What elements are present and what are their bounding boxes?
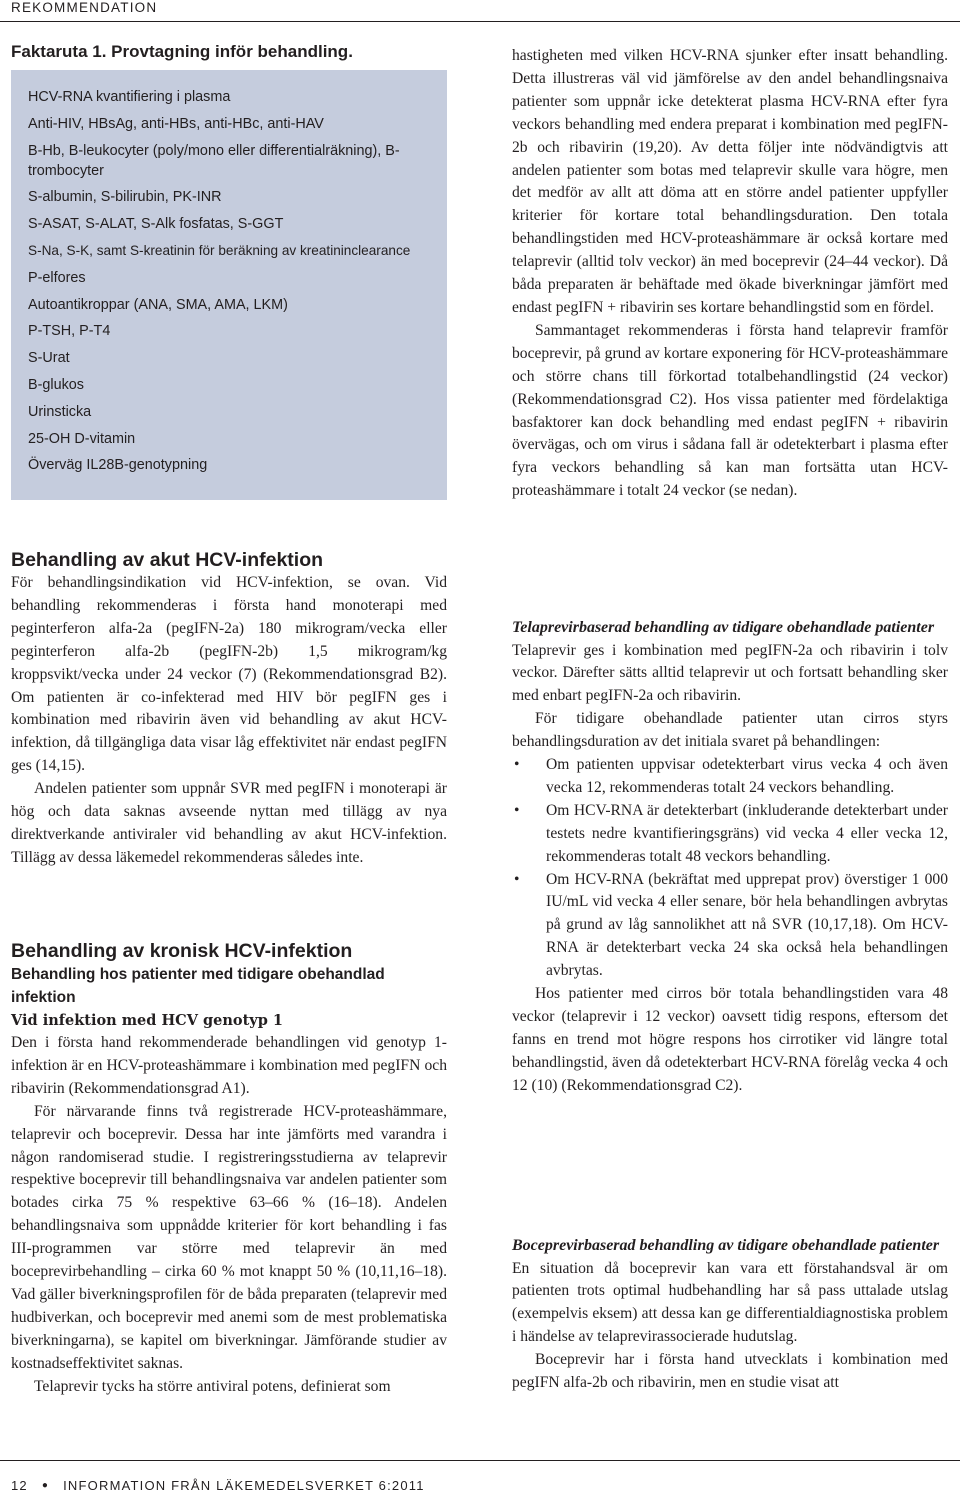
factbox-item: P-TSH, P-T4 xyxy=(28,323,111,340)
factbox-item: 25-OH D-vitamin xyxy=(28,430,136,447)
boceprevir-heading: Boceprevirbaserad behandling av tidigare obehandlade patienter xyxy=(512,1237,940,1254)
telaprevir-paragraph-1: Telaprevir ges i kombination med pegIFN-2a och ribavirin i tolv veckor. Därefter sätts alltid telaprevir ut och fortsatt behandling sker med enbart pegIFN-2a och ribavirin. xyxy=(512,641,948,705)
factbox-item: S-ASAT, S-ALAT, S-Alk fosfatas, S-GGT xyxy=(28,216,284,233)
genotype-heading: Vid infektion med HCV genotyp 1 xyxy=(11,1012,283,1029)
factbox xyxy=(11,70,447,500)
factbox-item: Autoantikroppar (ANA, SMA, AMA, LKM) xyxy=(28,296,288,313)
factbox-item: B-glukos xyxy=(28,376,84,393)
factbox-item: Anti-HIV, HBsAg, anti-HBs, anti-HBc, anti-HAV xyxy=(28,115,324,132)
bullet-item: • Om HCV-RNA (bekräftat med upprepat prov) överstiger 1 000 IU/mL vid vecka 4 eller senare, bör hela behandlingen avbrytas på grund av låg sannolikhet att nå SVR (10,17,18). Om HCV-RNA är detekterbart vecka 24 ska också hela behandlingen avbrytas. xyxy=(512,869,948,984)
telaprevir-paragraph-3: Hos patienter med cirros bör totala behandlingstiden vara 48 veckor (telaprevir i 12 veckor) oavsett tidig respons, eftersom det fanns en trend mot högre respons hos cirrotiker vid längre total behandlingstid, även då odetekterbart HCV-RNA förelåg vecka 4 och 12 (10) (Rekommendationsgrad C2). xyxy=(512,985,948,1094)
factbox-item: Överväg IL28B-genotypning xyxy=(28,457,208,474)
header-divider xyxy=(0,21,960,22)
chronic-paragraph-2: För närvarande finns två registrerade HCV-proteashämmare, telaprevir och boceprevir. Dessa har inte jämförts med varandra i någon randomiserad studie. I registreringsstudierna av telaprevir respektive boceprevir till behandlingsnaiva var andelen patienter som botades cirka 75 % respektive 63–66 % (16–18). Andelen behandlingsnaiva som uppnådde kriterier för kort behandling i fas III-programmen var större med telaprevir än med boceprevirbehandling – cirka 60 % mot knappt 50 % (10,11,16–18). Vad gäller biverkningsprofilen för de båda preparaten (telaprevir med hudbiverkan, och boceprevir med anemi som de mest problematiska biverkningarna), se kapitel om biverkningar. Jämförande studier av kostnadseffektivitet saknas. xyxy=(11,1102,447,1372)
chronic-section xyxy=(11,939,447,1399)
factbox-item: HCV-RNA kvantifiering i plasma xyxy=(28,89,231,105)
bullet-item: • Om HCV-RNA är detekterbart (inkluderande detekterbart under testets nedre kvantifieringsgräns) vid vecka 4 eller vecka 12, rekommenderas totalt 48 veckors behandling. xyxy=(512,800,948,869)
factbox-item: P-elfores xyxy=(28,269,86,286)
telaprevir-paragraph-2: För tidigare obehandlade patienter utan cirros styrs behandlingsduration av det initiala svaret på behandlingen: xyxy=(512,710,948,751)
telaprevir-bullets xyxy=(512,754,948,983)
bullet-item: • Om patienten uppvisar odetekterbart virus vecka 4 och även vecka 12, rekommenderas totalt 24 veckors behandling. xyxy=(512,754,948,800)
footer-divider xyxy=(0,1460,960,1461)
right-intro xyxy=(512,45,948,503)
factbox-list xyxy=(11,70,447,475)
boceprevir-paragraph-1: En situation då boceprevir kan vara ett förstahandsval är om patienten trots optimal hudbehandling har så pass uttalade utslag (exempelvis eksem) att dessa kan ge differentialdiagnostiska problem i händelse av telaprevirassocierade hudutslag. xyxy=(512,1259,948,1346)
acute-paragraph-2: Andelen patienter som uppnår SVR med pegIFN i monoterapi är hög och data saknas avseende nyttan med tillägg av nya direktverkande antiviraler vid behandling av akut HCV-infektion. Tillägg av dessa läkemedel rekommenderas således inte. xyxy=(11,780,447,866)
telaprevir-heading: Telaprevirbaserad behandling av tidigare obehandlade patienter xyxy=(512,619,935,636)
chronic-heading: Behandling av kronisk HCV-infektion xyxy=(11,940,353,962)
chronic-paragraph-3: Telaprevir tycks ha större antiviral potens, definierat som xyxy=(34,1377,391,1395)
factbox-item: S-Urat xyxy=(28,350,70,367)
bullet-separator-icon: ● xyxy=(41,1480,50,1491)
acute-section xyxy=(11,548,447,870)
factbox-item: S-Na, S-K, samt S-kreatinin för beräkning av kreatininclearance xyxy=(28,242,411,258)
boceprevir-paragraph-2: Boceprevir har i första hand utvecklats i kombination med pegIFN alfa-2b och ribavirin, men en studie visat att xyxy=(512,1351,948,1392)
right-paragraph-1: hastigheten med vilken HCV-RNA sjunker efter insatt behandling. Detta illustreras väl vid jämförelse av den andel behandlingsnaiva patienter som uppnår icke detekterat plasma HCV-RNA efter fyra veckors behandling med endera preparat i kombination med pegIFN-2b och ribavirin (19,20). Av detta följer inte nödvändigtvis att andelen patienter som botas med telaprevir skulle vara högre, men det medför av allt att döma att en större andel patienter uppfyller kriterier för kortare total behandlingsduration. Den totala behandlingstiden med HCV-proteashämmare är också kortare med telaprevir (alltid tolv veckor) än med boceprevir (24–44 veckor). Då båda preparaten är behäftade med ökade biverkningar jämfört med endast pegIFN + ribavirin ses kortare behandlingstid som en fördel. xyxy=(512,47,948,316)
page-footer xyxy=(11,1478,425,1493)
acute-paragraph-1: För behandlingsindikation vid HCV-infektion, se ovan. Vid behandling rekommenderas i första hand monoterapi med peginterferon alfa-2a (pegIFN-2a) 180 mikrogram/vecka eller peginterferon alfa-2b (pegIFN-2b) 1,5 mikrogram/kg kroppsvikt/vecka under 24 veckor (7) (Rekommendationsgrad B2). Om patienten är co-infekterad med HIV bör pegIFN ges i kombination med ribavirin även vid behandling av akut HCV-infektion, då tillgängliga data visar låg effektivitet när endast pegIFN ges (14,15). xyxy=(11,574,447,775)
acute-heading: Behandling av akut HCV-infektion xyxy=(11,549,324,571)
factbox-item: S-albumin, S-bilirubin, PK-INR xyxy=(28,189,222,206)
page-number: 12 xyxy=(11,1478,28,1493)
telaprevir-section xyxy=(512,617,948,1098)
factbox-title: Faktaruta 1. Provtagning inför behandling. xyxy=(11,42,353,61)
factbox-item: B-Hb, B-leukocyter (poly/mono eller differentialräkning), B-trombocyter xyxy=(28,142,400,179)
publication-name: INFORMATION FRÅN LÄKEMEDELSVERKET 6:2011 xyxy=(63,1478,425,1493)
chronic-subheading: Behandling hos patienter med tidigare obehandlad infektion xyxy=(11,966,385,1006)
chronic-paragraph-1: Den i första hand rekommenderade behandlingen vid genotyp 1-infektion är en HCV-proteashämmare i kombination med pegIFN och ribavirin (Rekommendationsgrad A1). xyxy=(11,1034,447,1097)
boceprevir-section xyxy=(512,1235,948,1395)
factbox-item: Urinsticka xyxy=(28,403,92,420)
section-label: REKOMMENDATION xyxy=(11,0,158,15)
right-paragraph-2: Sammantaget rekommenderas i första hand telaprevir framför boceprevir, på grund av kortare exponering för HCV-proteashämmare och större chans till förkortad totalbehandlingstid (24 veckor) (Rekommendationsgrad C2). Hos vissa patienter med fördelaktiga basfaktorer kan dock behandling med endast pegIFN + ribavirin övervägas, och om virus i sådana fall är odetekterbart i plasma efter fyra veckors behandling så kan man fortsätta utan HCV-proteashämmare i totalt 24 veckor (se nedan). xyxy=(512,321,948,500)
